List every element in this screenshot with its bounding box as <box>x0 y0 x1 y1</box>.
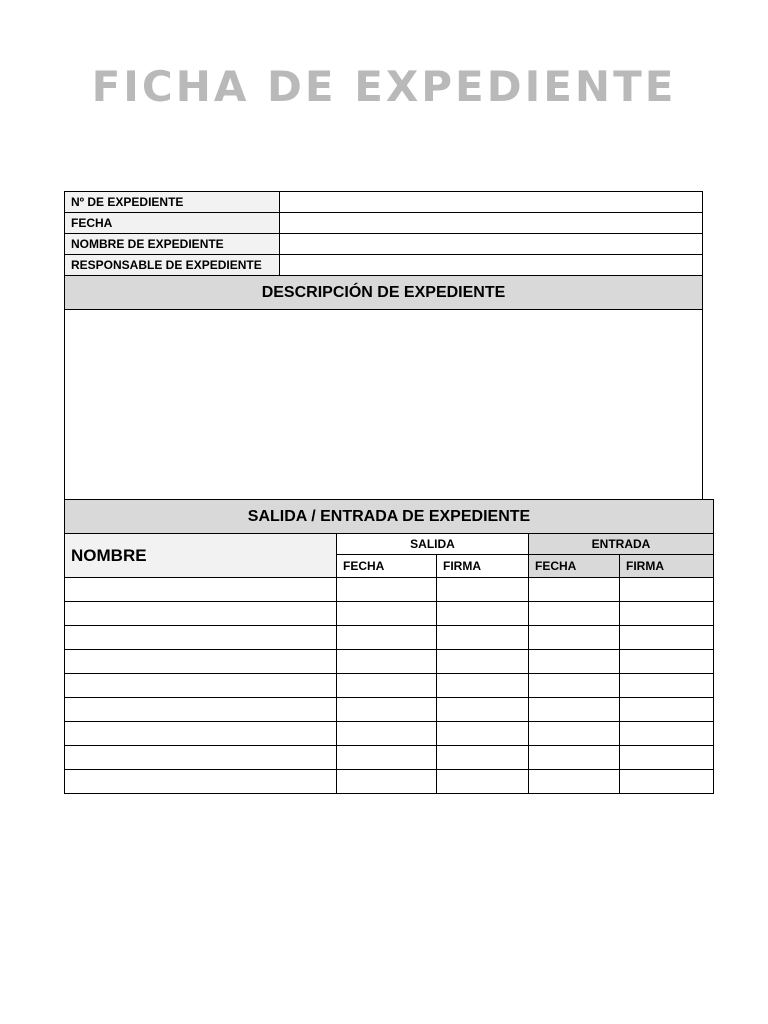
entrada-firma-cell[interactable] <box>620 674 714 698</box>
table-row <box>65 626 714 650</box>
salida-firma-cell[interactable] <box>437 770 529 794</box>
salida-firma-cell[interactable] <box>437 746 529 770</box>
table-row <box>65 602 714 626</box>
nombre-cell[interactable] <box>65 746 337 770</box>
salida-firma-header: FIRMA <box>437 555 529 578</box>
entrada-fecha-header: FECHA <box>529 555 620 578</box>
table-row <box>65 698 714 722</box>
salida-group-header: SALIDA <box>337 534 529 555</box>
salida-fecha-cell[interactable] <box>337 602 437 626</box>
field-numero-expediente[interactable] <box>280 192 703 213</box>
salida-fecha-cell[interactable] <box>337 674 437 698</box>
salida-firma-cell[interactable] <box>437 626 529 650</box>
info-row-fecha <box>65 213 703 234</box>
nombre-cell[interactable] <box>65 722 337 746</box>
salida-fecha-cell[interactable] <box>337 626 437 650</box>
info-row-numero <box>65 192 703 213</box>
label-nombre-expediente: NOMBRE DE EXPEDIENTE <box>65 234 280 255</box>
nombre-cell[interactable] <box>65 578 337 602</box>
entrada-fecha-cell[interactable] <box>529 674 620 698</box>
info-row-nombre <box>65 234 703 255</box>
salida-firma-cell[interactable] <box>437 674 529 698</box>
entrada-fecha-cell[interactable] <box>529 722 620 746</box>
salida-fecha-cell[interactable] <box>337 650 437 674</box>
nombre-cell[interactable] <box>65 602 337 626</box>
table-row <box>65 674 714 698</box>
entrada-firma-cell[interactable] <box>620 746 714 770</box>
salida-firma-cell[interactable] <box>437 578 529 602</box>
nombre-cell[interactable] <box>65 650 337 674</box>
entrada-firma-cell[interactable] <box>620 722 714 746</box>
entrada-firma-cell[interactable] <box>620 602 714 626</box>
entrada-firma-cell[interactable] <box>620 626 714 650</box>
entrada-fecha-cell[interactable] <box>529 746 620 770</box>
field-responsable-expediente[interactable] <box>280 255 703 276</box>
table-row <box>65 746 714 770</box>
entrada-fecha-cell[interactable] <box>529 578 620 602</box>
salida-fecha-cell[interactable] <box>337 770 437 794</box>
label-responsable-expediente: RESPONSABLE DE EXPEDIENTE <box>65 255 280 276</box>
salida-fecha-header: FECHA <box>337 555 437 578</box>
nombre-cell[interactable] <box>65 698 337 722</box>
salida-entrada-table <box>64 499 714 794</box>
entrada-group-header: ENTRADA <box>529 534 714 555</box>
entrada-firma-cell[interactable] <box>620 770 714 794</box>
table-row <box>65 770 714 794</box>
description-header: DESCRIPCIÓN DE EXPEDIENTE <box>65 276 703 310</box>
description-field[interactable] <box>65 310 703 500</box>
entrada-firma-header: FIRMA <box>620 555 714 578</box>
nombre-cell[interactable] <box>65 770 337 794</box>
label-numero-expediente: Nº DE EXPEDIENTE <box>65 192 280 213</box>
entrada-firma-cell[interactable] <box>620 698 714 722</box>
salida-entrada-header: SALIDA / ENTRADA DE EXPEDIENTE <box>65 500 714 534</box>
info-row-responsable <box>65 255 703 276</box>
table-row <box>65 722 714 746</box>
nombre-cell[interactable] <box>65 626 337 650</box>
entrada-firma-cell[interactable] <box>620 650 714 674</box>
log-rows <box>65 578 714 794</box>
nombre-column-header: NOMBRE <box>65 534 337 578</box>
document-title: FICHA DE EXPEDIENTE <box>91 62 677 111</box>
table-row <box>65 578 714 602</box>
salida-fecha-cell[interactable] <box>337 746 437 770</box>
salida-firma-cell[interactable] <box>437 602 529 626</box>
entrada-firma-cell[interactable] <box>620 578 714 602</box>
table-row <box>65 650 714 674</box>
entrada-fecha-cell[interactable] <box>529 698 620 722</box>
salida-fecha-cell[interactable] <box>337 722 437 746</box>
salida-firma-cell[interactable] <box>437 722 529 746</box>
entrada-fecha-cell[interactable] <box>529 770 620 794</box>
salida-fecha-cell[interactable] <box>337 578 437 602</box>
salida-firma-cell[interactable] <box>437 650 529 674</box>
nombre-cell[interactable] <box>65 674 337 698</box>
field-fecha[interactable] <box>280 213 703 234</box>
label-fecha: FECHA <box>65 213 280 234</box>
entrada-fecha-cell[interactable] <box>529 602 620 626</box>
entrada-fecha-cell[interactable] <box>529 626 620 650</box>
salida-firma-cell[interactable] <box>437 698 529 722</box>
field-nombre-expediente[interactable] <box>280 234 703 255</box>
expediente-info-table <box>64 191 703 500</box>
entrada-fecha-cell[interactable] <box>529 650 620 674</box>
salida-fecha-cell[interactable] <box>337 698 437 722</box>
